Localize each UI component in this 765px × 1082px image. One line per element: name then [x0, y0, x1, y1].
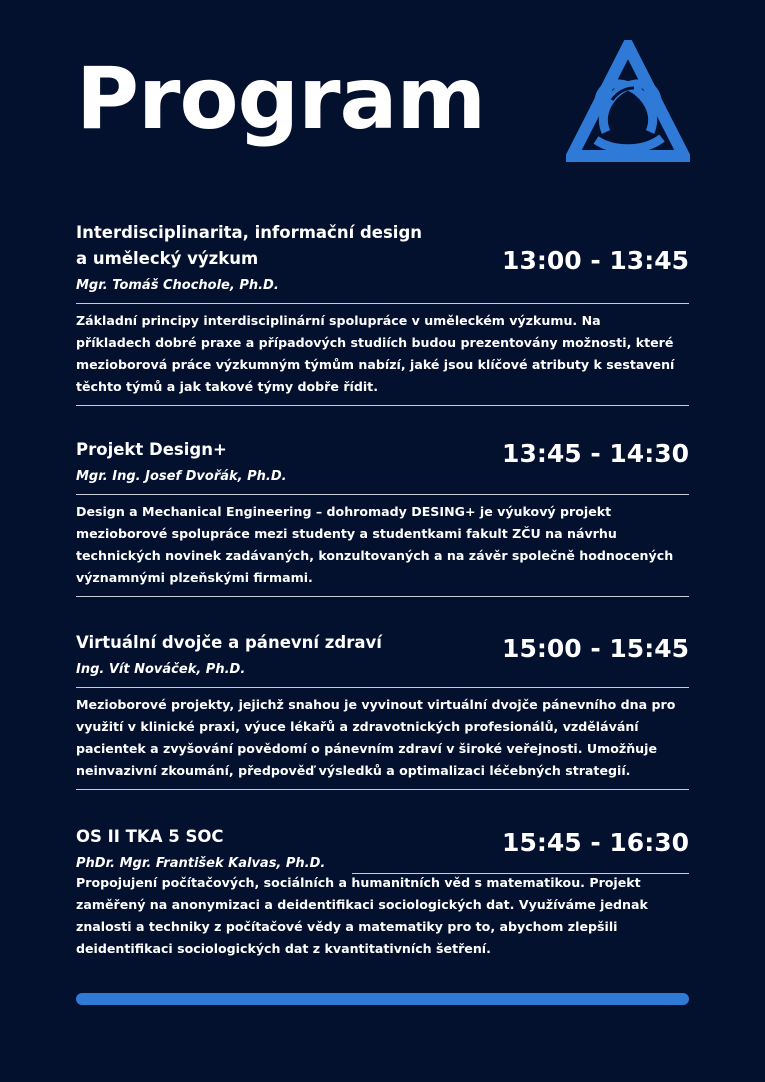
description-line: těchto týmů a jak takové týmy dobře řídit. — [76, 379, 378, 394]
description-line: pacientek a zvyšování povědomí o pánevním zdraví v široké veřejnosti. Umožňuje — [76, 741, 657, 756]
session-title-line: Interdisciplinarita, informační design — [76, 223, 423, 242]
session-time: 13:45 - 14:30 — [502, 439, 689, 468]
description-line: zaměřený na anonymizaci a deidentifikaci sociologických dat. Využíváme jednak — [76, 897, 648, 912]
session-description — [76, 501, 689, 589]
description-line: významnými plzeňskými firmami. — [76, 570, 313, 585]
session-title-line: Projekt Design+ — [76, 440, 227, 459]
session-speaker: PhDr. Mgr. František Kalvas, Ph.D. — [76, 856, 326, 871]
session-speaker: Ing. Vít Nováček, Ph.D. — [76, 662, 246, 677]
description-line: technických novinek zadávaných, konzultovaných a na závěr společně hodnocených — [76, 548, 674, 563]
description-line: znalosti a techniky z počítačové vědy a matematiky pro to, abychom zlepšili — [76, 919, 618, 934]
accent-bar — [76, 993, 689, 1005]
description-line: neinvazivní zkoumání, předpověď výsledků a optimalizaci léčebných strategií. — [76, 763, 631, 778]
description-line: Propojujení počítačových, sociálních a humanitních věd s matematikou. Projekt — [76, 875, 641, 890]
session-1 — [76, 220, 689, 406]
session-4 — [76, 824, 689, 967]
session-speaker: Mgr. Ing. Josef Dvořák, Ph.D. — [76, 469, 287, 484]
session-description — [76, 310, 689, 398]
divider — [76, 687, 689, 688]
session-3 — [76, 630, 689, 790]
session-title — [76, 630, 456, 656]
session-title-line: OS II TKA 5 SOC — [76, 827, 224, 846]
session-time: 13:00 - 13:45 — [502, 246, 689, 275]
session-2 — [76, 437, 689, 597]
session-description — [76, 694, 689, 782]
triangle-knot-logo — [566, 40, 690, 162]
session-time: 15:00 - 15:45 — [502, 634, 689, 663]
description-line: Základní principy interdisciplinární spolupráce v uměleckém výzkumu. Na — [76, 313, 601, 328]
session-speaker: Mgr. Tomáš Chochole, Ph.D. — [76, 278, 279, 293]
session-title-line: a umělecký výzkum — [76, 249, 259, 268]
session-title — [76, 824, 456, 850]
session-description — [76, 872, 689, 960]
divider — [76, 494, 689, 495]
divider — [76, 596, 689, 597]
divider — [76, 789, 689, 790]
divider — [76, 303, 689, 304]
description-line: deidentifikaci sociologických dat z kvantitativních šetření. — [76, 941, 491, 956]
description-line: mezioborová práce výzkumným týmům nabízí, jaké jsou klíčové atributy k sestavení — [76, 357, 675, 372]
description-line: Design a Mechanical Engineering – dohromady DESING+ je výukový projekt — [76, 504, 612, 519]
description-line: příkladech dobré praxe a případových studiích budou prezentovány možnosti, které — [76, 335, 674, 350]
session-time: 15:45 - 16:30 — [502, 828, 689, 857]
session-title — [76, 220, 456, 272]
divider — [76, 405, 689, 406]
page-title: Program — [76, 49, 486, 149]
session-title-line: Virtuální dvojče a pánevní zdraví — [76, 633, 382, 652]
description-line: mezioborové spolupráce mezi studenty a studentkami fakult ZČU na návrhu — [76, 526, 617, 541]
description-line: využití v klinické praxi, výuce lékařů a zdravotnických profesionálů, vzdělávání — [76, 719, 639, 734]
description-line: Mezioborové projekty, jejichž snahou je vyvinout virtuální dvojče pánevního dna pro — [76, 697, 676, 712]
session-title — [76, 437, 456, 463]
